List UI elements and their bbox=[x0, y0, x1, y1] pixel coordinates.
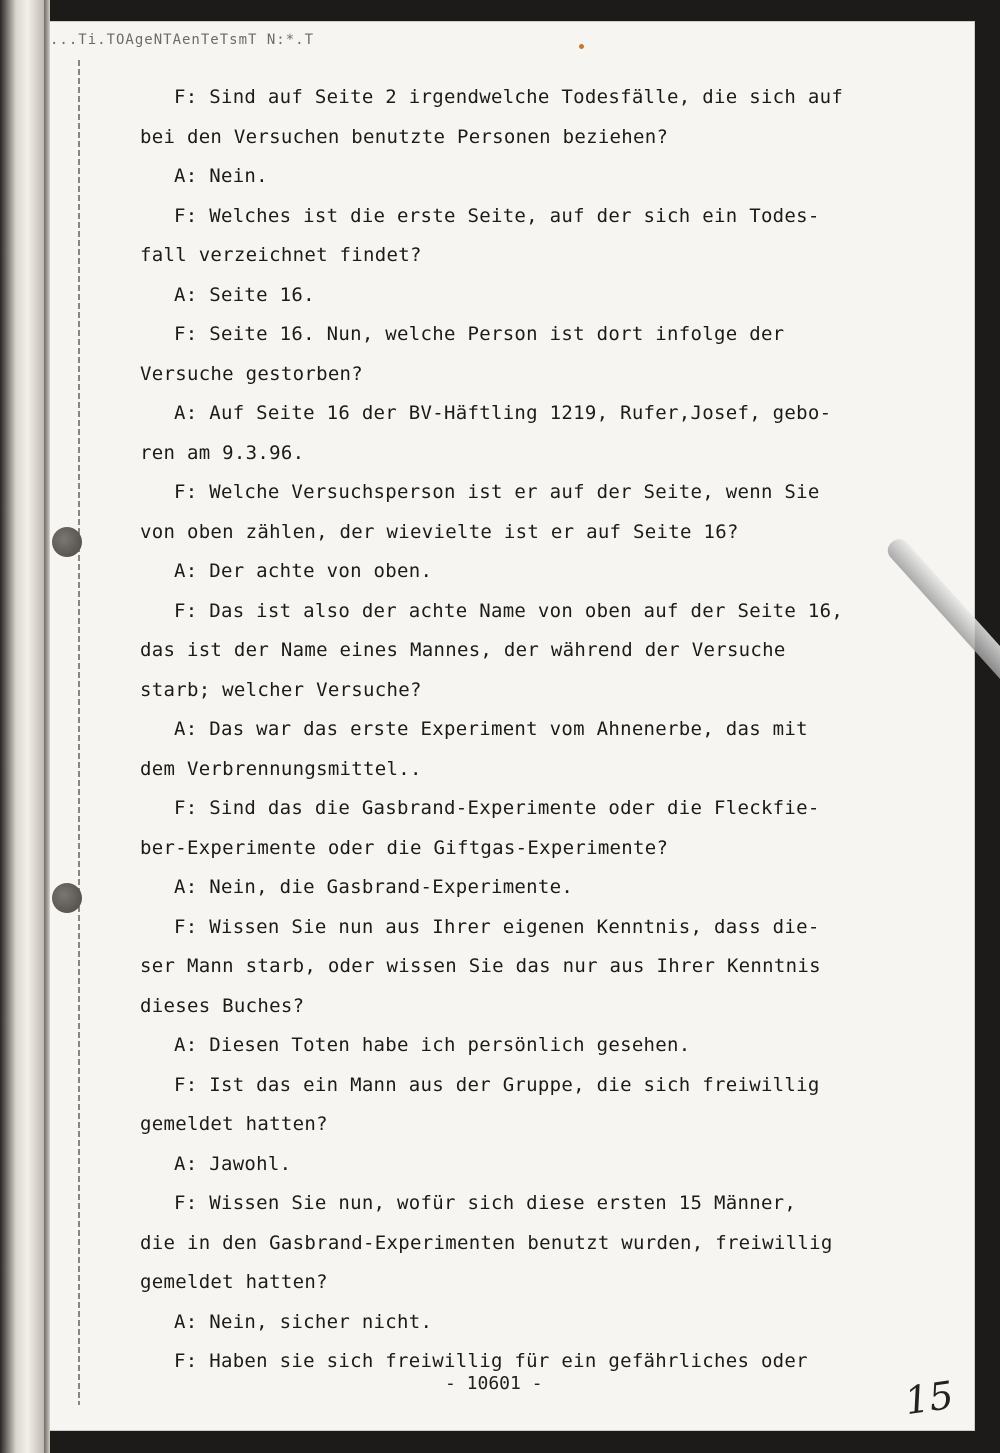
transcript-body bbox=[140, 78, 860, 1382]
transcript-line: F: Welche Versuchsperson ist er auf der Seite, wenn Sie bbox=[174, 481, 820, 503]
transcript-line: A: Der achte von oben. bbox=[174, 560, 433, 582]
transcript-line: gemeldet hatten? bbox=[140, 1113, 328, 1135]
binder-spine bbox=[0, 0, 46, 1453]
transcript-line: von oben zählen, der wievielte ist er auf Seite 16? bbox=[140, 520, 739, 543]
transcript-line: die in den Gasbrand-Experimenten benutzt wurden, freiwillig bbox=[140, 1231, 833, 1254]
handwritten-page-number: 15 bbox=[902, 1372, 957, 1424]
transcript-line: ren am 9.3.96. bbox=[140, 441, 305, 464]
transcript-line: F: Sind das die Gasbrand-Experimente oder die Fleckfie- bbox=[174, 797, 820, 819]
transcript-line: fall verzeichnet findet? bbox=[140, 244, 422, 266]
transcript-line: A: Nein, die Gasbrand-Experimente. bbox=[174, 876, 574, 898]
transcript-line: F: Seite 16. Nun, welche Person ist dort infolge der bbox=[174, 323, 785, 345]
transcript-line: F: Ist das ein Mann aus der Gruppe, die sich freiwillig bbox=[174, 1073, 820, 1096]
transcript-line: F: Das ist also der achte Name von oben auf der Seite 16, bbox=[174, 599, 844, 622]
transcript-line: Versuche gestorben? bbox=[140, 362, 364, 385]
transcript-line: das ist der Name eines Mannes, der während der Versuche bbox=[140, 639, 786, 661]
transcript-line: A: Nein. bbox=[174, 165, 268, 187]
transcript-line: ber-Experimente oder die Giftgas-Experimente? bbox=[140, 836, 669, 859]
transcript-line: dieses Buches? bbox=[140, 994, 305, 1017]
transcript-line: A: Das war das erste Experiment vom Ahnenerbe, das mit bbox=[174, 718, 808, 740]
transcript-line: A: Auf Seite 16 der BV-Häftling 1219, Rufer,Josef, gebo- bbox=[174, 402, 832, 424]
transcript-line: F: Welches ist die erste Seite, auf der sich ein Todes- bbox=[174, 204, 820, 227]
transcript-line: dem Verbrennungsmittel.. bbox=[140, 757, 422, 780]
transcript-line: bei den Versuchen benutzte Personen beziehen? bbox=[140, 125, 669, 148]
header-fragment: ...Ti.TOAgeNTAenTeTsmT N:*.T bbox=[50, 32, 315, 48]
transcript-line: ser Mann starb, oder wissen Sie das nur aus Ihrer Kenntnis bbox=[140, 955, 821, 977]
transcript-line: starb; welcher Versuche? bbox=[140, 678, 422, 701]
page-number: - 10601 - bbox=[445, 1373, 543, 1394]
transcript-line: A: Nein, sicher nicht. bbox=[174, 1310, 433, 1333]
transcript-line: gemeldet hatten? bbox=[140, 1271, 328, 1293]
transcript-line: F: Sind auf Seite 2 irgendwelche Todesfälle, die sich auf bbox=[174, 86, 844, 108]
transcript-line: A: Jawohl. bbox=[174, 1152, 292, 1175]
transcript-line: F: Wissen Sie nun aus Ihrer eigenen Kenntnis, dass die- bbox=[174, 915, 820, 938]
transcript-line: A: Diesen Toten habe ich persönlich gesehen. bbox=[174, 1034, 691, 1056]
transcript-line: A: Seite 16. bbox=[174, 283, 315, 306]
margin-rule bbox=[78, 60, 80, 1405]
transcript-line: F: Haben sie sich freiwillig für ein gefährliches oder bbox=[174, 1350, 808, 1372]
transcript-line: F: Wissen Sie nun, wofür sich diese ersten 15 Männer, bbox=[174, 1192, 797, 1214]
